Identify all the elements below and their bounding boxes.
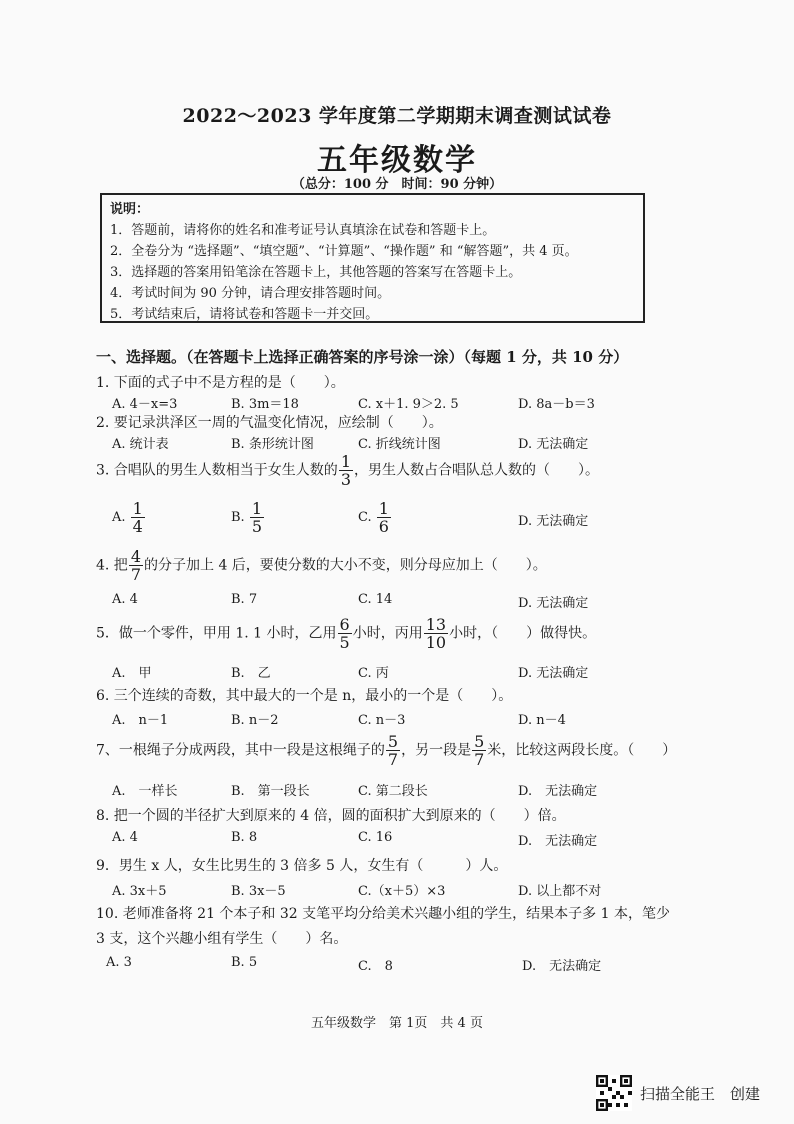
- numerator: 5: [474, 732, 485, 751]
- question-7: [96, 733, 676, 768]
- option-a: A. 4－x=3: [112, 397, 178, 412]
- numerator: 1: [251, 499, 263, 518]
- denominator: 5: [251, 517, 263, 536]
- option-b: [231, 500, 265, 535]
- page-footer: 五年级数学 第 1页 共 4 页: [311, 1016, 483, 1031]
- numerator: 1: [132, 499, 143, 518]
- option-c: C. 折线统计图: [358, 437, 441, 452]
- option-d: D. 无法确定: [518, 514, 589, 529]
- option-d: D. 8a－b＝3: [518, 397, 595, 412]
- option-c: C. 8: [358, 959, 393, 974]
- exam-subject: 五年级数学: [317, 143, 477, 178]
- option-b: B. 8: [231, 830, 258, 845]
- exam-meta: （总分：100 分 时间：90 分钟）: [291, 177, 503, 192]
- option-a: [112, 500, 146, 535]
- option-label: B.: [231, 510, 245, 525]
- option-c: C. 第二段长: [358, 784, 428, 799]
- denominator: 4: [132, 517, 143, 536]
- option-a: A. 3: [106, 955, 132, 970]
- question-text: 7、一根绳子分成两段，其中一段是这根绳子的: [96, 742, 385, 759]
- question-text: 米，比较这两段长度。（ ）: [487, 742, 677, 759]
- denominator: 7: [474, 750, 485, 769]
- instructions-heading: 说明：: [110, 202, 150, 217]
- fraction: [131, 500, 145, 535]
- question-10-line-2: 3 支，这个兴趣小组有学生（ ）名。: [96, 931, 348, 947]
- denominator: 5: [339, 633, 350, 652]
- question-6: 6. 三个连续的奇数，其中最大的一个是 n，最小的一个是（ ）。: [96, 688, 513, 704]
- question-text: ，男生人数占合唱队总人数的（ ）。: [354, 462, 599, 479]
- fraction: [386, 733, 400, 768]
- option-c: C.（x＋5）×3: [358, 884, 446, 899]
- fraction: [250, 500, 264, 535]
- qr-code-icon: [596, 1075, 632, 1111]
- fraction: [424, 616, 448, 651]
- option-d: D. 无法确定: [518, 666, 589, 681]
- denominator: 10: [425, 633, 447, 652]
- question-text: 的分子加上 4 后，要使分数的大小不变，则分母应加上（ ）。: [144, 557, 547, 574]
- option-a: A. 3x＋5: [112, 884, 167, 899]
- option-a: A. 4: [112, 830, 138, 845]
- scanner-watermark: 扫描全能王 创建: [640, 1085, 761, 1103]
- exam-title: 2022～2023 学年度第二学期期末调查测试试卷: [182, 105, 612, 127]
- numerator: 1: [378, 499, 389, 518]
- option-a: A. 4: [112, 592, 138, 607]
- question-text: 小时，丙用: [352, 625, 423, 642]
- numerator: 5: [387, 732, 399, 751]
- instruction-item: 2．全卷分为 “选择题”、“填空题”、“计算题”、“操作题” 和 “解答题”，共 4 页。: [110, 244, 578, 259]
- question-1: 1. 下面的式子中不是方程的是（ ）。: [96, 375, 345, 391]
- denominator: 3: [340, 470, 351, 489]
- section-heading: 一、选择题。（在答题卡上选择正确答案的序号涂一涂）（每题 1 分，共 10 分）: [96, 348, 629, 366]
- fraction: [338, 616, 352, 651]
- option-a: A. n－1: [112, 713, 169, 728]
- question-3: [96, 453, 599, 488]
- fraction: [377, 500, 391, 535]
- instruction-item: 4．考试时间为 90 分钟，请合理安排答题时间。: [110, 286, 391, 301]
- instruction-item: 1．答题前，请将你的姓名和准考证号认真填涂在试卷和答题卡上。: [110, 223, 496, 238]
- option-c: C. 14: [358, 592, 393, 607]
- option-b: B. n－2: [231, 713, 279, 728]
- option-d: D. 无法确定: [522, 959, 602, 974]
- option-c: C. 丙: [358, 666, 389, 681]
- question-5: [96, 616, 596, 651]
- denominator: 7: [387, 750, 399, 769]
- question-2: 2. 要记录洪泽区一周的气温变化情况，应绘制（ ）。: [96, 415, 443, 431]
- option-c: [358, 500, 392, 535]
- fraction: [129, 548, 143, 583]
- option-a: A. 统计表: [112, 437, 169, 452]
- numerator: 4: [130, 547, 141, 566]
- numerator: 1: [340, 452, 351, 471]
- option-b: B. 乙: [231, 666, 271, 681]
- question-text: 小时，（ ）做得快。: [449, 625, 597, 642]
- instruction-item: 5．考试结束后，请将试卷和答题卡一并交回。: [110, 307, 379, 322]
- option-d: D. 无法确定: [518, 834, 598, 849]
- option-b: B. 3m＝18: [231, 397, 299, 412]
- option-b: B. 条形统计图: [231, 437, 314, 452]
- option-d: D. 无法确定: [518, 784, 598, 799]
- option-b: B. 第一段长: [231, 784, 310, 799]
- option-c: C. x＋1. 9＞2. 5: [358, 397, 459, 412]
- option-b: B. 5: [231, 955, 258, 970]
- question-text: 4. 把: [96, 557, 128, 574]
- option-a: A. 一样长: [112, 784, 178, 799]
- question-text: 5．做一个零件，甲用 1. 1 小时，乙用: [96, 625, 337, 642]
- option-b: B. 3x－5: [231, 884, 286, 899]
- denominator: 7: [130, 565, 141, 584]
- instruction-item: 3．选择题的答案用铅笔涂在答题卡上，其他答题的答案写在答题卡上。: [110, 265, 522, 280]
- option-d: D. n－4: [518, 713, 566, 728]
- numerator: 6: [339, 615, 350, 634]
- option-d: D. 无法确定: [518, 437, 589, 452]
- question-10-line-1: 10. 老师准备将 21 个本子和 32 支笔平均分给美术兴趣小组的学生，结果本子多 1 本，笔少: [96, 906, 670, 922]
- question-9: 9．男生 x 人，女生比男生的 3 倍多 5 人，女生有（ ）人。: [96, 858, 508, 874]
- option-d: D. 以上都不对: [518, 884, 602, 899]
- option-c: C. 16: [358, 830, 393, 845]
- option-a: A. 甲: [112, 666, 152, 681]
- question-8: 8. 把一个圆的半径扩大到原来的 4 倍，圆的面积扩大到原来的（ ）倍。: [96, 808, 566, 824]
- question-text: 3. 合唱队的男生人数相当于女生人数的: [96, 462, 338, 479]
- fraction: [472, 733, 486, 768]
- option-label: A.: [112, 510, 126, 525]
- question-4: [96, 548, 547, 583]
- denominator: 6: [378, 517, 389, 536]
- numerator: 13: [425, 615, 447, 634]
- option-label: C.: [358, 510, 372, 525]
- option-b: B. 7: [231, 592, 258, 607]
- fraction: [339, 453, 353, 488]
- option-d: D. 无法确定: [518, 596, 589, 611]
- option-c: C. n－3: [358, 713, 406, 728]
- instructions-box: [100, 193, 645, 323]
- question-text: ，另一段是: [401, 742, 472, 759]
